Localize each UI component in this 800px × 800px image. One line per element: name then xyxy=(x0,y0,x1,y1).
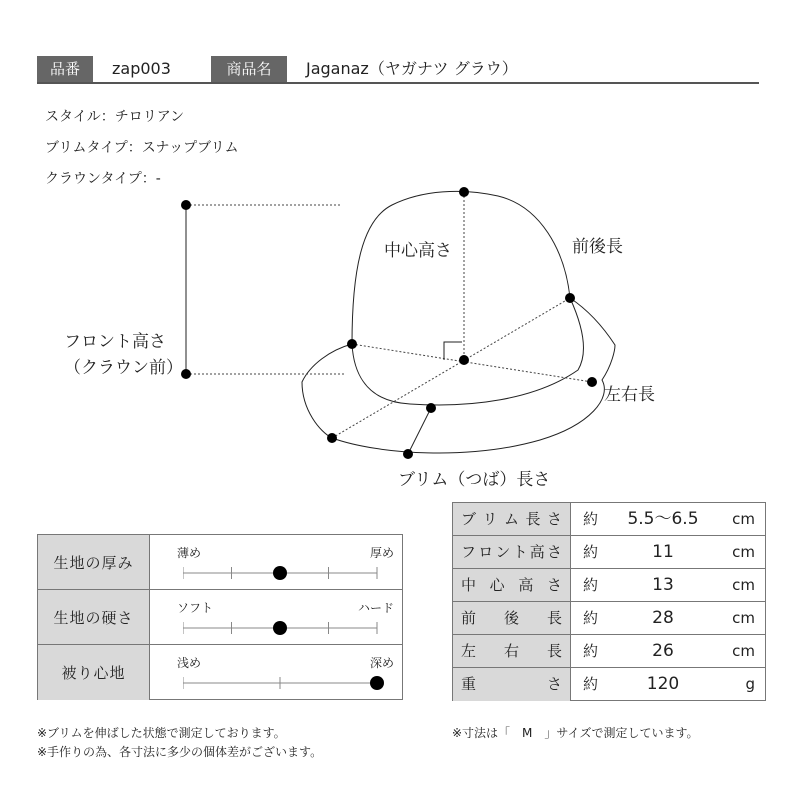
hat-brim-outline xyxy=(302,298,615,453)
label-left-right: 左右長 xyxy=(604,385,655,405)
note-size-m: ※寸法は「 M 」サイズで測定しています。 xyxy=(452,726,699,740)
hat-band-front xyxy=(352,298,583,405)
size-label: フ ロ ン ト 高 さ xyxy=(453,536,571,568)
feel-row-fit xyxy=(38,645,402,700)
product-name-label: 商品名 xyxy=(211,56,287,82)
scale-marker xyxy=(370,676,384,690)
feel-max-label: 厚め xyxy=(369,546,394,560)
feel-min-label: ソフト xyxy=(177,601,214,615)
size-value: 28 xyxy=(652,608,674,628)
dot-brim-front xyxy=(327,433,337,443)
feel-min-label: 薄め xyxy=(177,546,202,560)
size-value: 26 xyxy=(652,641,674,661)
note-handmade: ※手作りの為、各寸法に多少の個体差がございます。 xyxy=(37,745,323,759)
size-row xyxy=(453,635,765,668)
feel-scale xyxy=(183,616,393,640)
feel-table xyxy=(37,534,403,700)
product-code-value: zap003 xyxy=(112,59,171,78)
size-row xyxy=(453,536,765,569)
dot-center xyxy=(459,355,469,365)
size-approx: 約 xyxy=(583,642,599,660)
label-front-height-sub: （クラウン前） xyxy=(64,358,183,378)
size-label: 中 心 高 さ xyxy=(453,569,571,601)
size-value: 5.5〜6.5 xyxy=(627,509,699,529)
brim-length-line xyxy=(408,408,431,454)
feel-max-label: 深め xyxy=(369,656,394,670)
size-approx: 約 xyxy=(583,675,599,693)
size-unit: cm xyxy=(732,543,755,561)
size-table xyxy=(452,502,766,701)
dot-front-height-top xyxy=(181,200,191,210)
size-row xyxy=(453,602,765,635)
size-row xyxy=(453,668,765,701)
feel-label: 生地の厚み xyxy=(38,535,150,589)
feel-label: 被り心地 xyxy=(38,645,150,700)
label-brim-length: ブリム（つば）長さ xyxy=(398,470,551,490)
size-approx: 約 xyxy=(583,609,599,627)
size-approx: 約 xyxy=(583,543,599,561)
size-label: 左 右 長 xyxy=(453,635,571,667)
size-label: ブ リ ム 長 さ xyxy=(453,503,571,535)
front-back-line xyxy=(332,298,570,438)
scale-marker xyxy=(273,621,287,635)
product-name-value: Jaganaz（ヤガナツ グラウ） xyxy=(306,59,518,78)
label-front-height: フロント高さ xyxy=(64,332,166,352)
size-label: 重 さ xyxy=(453,668,571,701)
hat-crown-outline xyxy=(352,191,570,344)
size-value: 11 xyxy=(652,542,674,562)
product-code-label: 品番 xyxy=(37,56,93,82)
size-unit: cm xyxy=(732,576,755,594)
dot-band-left xyxy=(347,339,357,349)
size-unit: cm xyxy=(732,642,755,660)
size-value: 120 xyxy=(646,674,680,694)
size-approx: 約 xyxy=(583,576,599,594)
spec-style: スタイル：チロリアン xyxy=(45,109,185,125)
size-unit: cm xyxy=(732,609,755,627)
dot-brim-inner xyxy=(426,403,436,413)
feel-row-hardness xyxy=(38,590,402,645)
size-row xyxy=(453,569,765,602)
size-unit: cm xyxy=(732,510,755,528)
scale-marker xyxy=(273,566,287,580)
feel-min-label: 浅め xyxy=(177,656,202,670)
feel-label: 生地の硬さ xyxy=(38,590,150,644)
feel-row-thickness xyxy=(38,535,402,590)
dot-brim-outer xyxy=(403,449,413,459)
size-unit: g xyxy=(745,675,755,693)
dot-band-right xyxy=(587,377,597,387)
spec-crown-type: クラウンタイプ：- xyxy=(45,171,161,187)
spec-brim-type: ブリムタイプ：スナップブリム xyxy=(45,140,239,156)
dot-crown-top xyxy=(459,187,469,197)
feel-max-label: ハード xyxy=(357,601,394,615)
label-front-back: 前後長 xyxy=(572,237,623,257)
right-angle-mark xyxy=(444,342,462,360)
feel-scale xyxy=(183,561,393,585)
size-value: 13 xyxy=(652,575,674,595)
feel-scale xyxy=(183,671,393,695)
size-row xyxy=(453,503,765,536)
left-right-line xyxy=(352,344,592,382)
size-label: 前 後 長 xyxy=(453,602,571,634)
dot-band-back xyxy=(565,293,575,303)
label-center-height: 中心高さ xyxy=(384,241,452,261)
note-brim-measure: ※ブリムを伸ばした状態で測定しております。 xyxy=(37,726,286,740)
size-approx: 約 xyxy=(583,510,599,528)
